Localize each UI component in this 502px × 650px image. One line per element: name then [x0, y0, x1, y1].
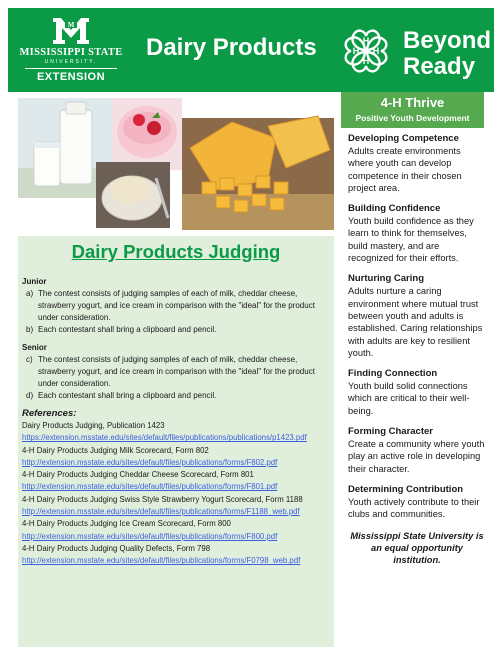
- ice-cream-image: [96, 162, 170, 228]
- thrive-item-text: Youth build solid connections which are critical to their well-being.: [348, 381, 470, 416]
- msu-monogram-letter: M: [67, 21, 75, 29]
- reference-title: 4-H Dairy Products Judging Cheddar Cheese Scorecard, Form 801: [22, 470, 254, 480]
- beyond-ready-wordmark: [403, 28, 491, 80]
- 4h-clover-icon: [337, 22, 395, 80]
- thrive-item: [348, 203, 486, 264]
- reference-link[interactable]: http://extension.msstate.edu/sites/default/files/publications/forms/F800.pdf: [22, 531, 278, 541]
- judging-panel: [18, 236, 334, 647]
- thrive-sidebar: [348, 133, 486, 566]
- msu-university: UNIVERSITY.: [44, 59, 98, 65]
- reference-link[interactable]: http://extension.msstate.edu/sites/default/files/publications/forms/F801.pdf: [22, 482, 278, 492]
- thrive-item: [348, 133, 486, 194]
- reference-title: 4-H Dairy Products Judging Milk Scorecard, Form 802: [22, 445, 209, 455]
- reference-link[interactable]: http://extension.msstate.edu/sites/default/files/publications/forms/F1188_web.pdf: [22, 507, 300, 517]
- thrive-item: [348, 273, 486, 359]
- thrive-item-text: Youth build confidence as they learn to think for themselves, build mastery, and are recognized for their efforts.: [348, 216, 474, 264]
- header-banner: [8, 8, 494, 92]
- thrive-item-text: Adults nurture a caring environment where mutual trust between youth and adults is established. Caring relationships with adults are key to resilient youth.: [348, 286, 483, 358]
- clover-leaf-letter: H: [372, 46, 380, 56]
- sidebar-header: [341, 92, 484, 128]
- junior-label: Junior: [22, 277, 47, 286]
- rule-text: Each contestant shall bring a clipboard and pencil.: [38, 325, 217, 334]
- junior-section: [22, 276, 328, 336]
- thrive-item-text: Create a community where youth play an active role in developing their character.: [348, 439, 485, 474]
- senior-section: [22, 342, 328, 402]
- brand-line-1: Beyond: [403, 27, 492, 54]
- references-section: [22, 408, 328, 568]
- senior-label: Senior: [22, 343, 47, 352]
- thrive-item-title: Building Confidence: [348, 203, 441, 215]
- panel-title: Dairy Products Judging: [71, 241, 281, 262]
- reference-link[interactable]: http://extension.msstate.edu/sites/default/files/publications/forms/F0798_web.pdf: [22, 556, 301, 566]
- thrive-item-title: Forming Character: [348, 426, 433, 438]
- thrive-item-title: Finding Connection: [348, 368, 438, 380]
- thrive-item-title: Nurturing Caring: [348, 273, 424, 285]
- reference-link[interactable]: https://extension.msstate.edu/sites/default/files/publications/publications/p1423.pdf: [22, 433, 307, 443]
- msu-extension: EXTENSION: [36, 71, 106, 83]
- thrive-item: [348, 368, 486, 417]
- reference-title: 4-H Dairy Products Judging Ice Cream Scorecard, Form 800: [22, 519, 231, 529]
- clover-leaf-letter: H: [352, 46, 360, 56]
- thrive-item-title: Determining Contribution: [348, 483, 464, 495]
- thrive-item-text: Youth actively contribute to their clubs and communities.: [348, 496, 480, 520]
- sidebar-title: 4-H Thrive: [380, 95, 445, 110]
- rule-item: [22, 288, 328, 324]
- reference-title: Dairy Products Judging, Publication 1423: [22, 421, 165, 430]
- equal-opportunity-statement: Mississippi State University is an equal opportunity institution.: [350, 530, 484, 565]
- rule-marker: d): [26, 391, 34, 400]
- thrive-item-title: Developing Competence: [348, 133, 459, 144]
- msu-divider: [25, 68, 117, 69]
- rule-text: Each contestant shall bring a clipboard and pencil.: [38, 391, 217, 400]
- brand-line-2: Ready: [403, 53, 476, 80]
- msu-name: MISSISSIPPI STATE: [19, 47, 123, 58]
- rule-item: [22, 390, 328, 402]
- thrive-item: [348, 484, 486, 521]
- sidebar-subtitle: Positive Youth Development: [355, 113, 470, 123]
- thrive-item: [348, 426, 486, 475]
- msu-extension-logo: [18, 16, 124, 86]
- references-heading: References:: [22, 408, 77, 419]
- rule-item: [22, 354, 328, 390]
- clover-leaf-letter: H: [362, 56, 370, 66]
- msu-monogram-icon: [51, 16, 91, 46]
- strawberry-yogurt-image: [112, 98, 182, 170]
- reference-title: 4-H Dairy Products Judging Quality Defects, Form 798: [22, 543, 211, 553]
- reference-title: 4-H Dairy Products Judging Swiss Style Strawberry Yogurt Scorecard, Form 1188: [22, 494, 303, 504]
- clover-leaf-letter: H: [362, 36, 370, 46]
- rule-marker: c): [26, 355, 33, 364]
- thrive-item-text: Adults create environments where youth can develop competence in their chosen project area.: [348, 146, 462, 193]
- rule-marker: a): [26, 289, 34, 298]
- page-title: Dairy Products: [146, 34, 317, 61]
- reference-link[interactable]: http://extension.msstate.edu/sites/default/files/publications/forms/F802.pdf: [22, 457, 278, 467]
- dairy-products-photo: [18, 98, 334, 230]
- cheddar-cheese-image: [182, 116, 334, 230]
- rule-text: The contest consists of judging samples of each of milk, cheddar cheese, strawberry yogurt, and ice cream in comparison with the "ideal" for the product under consideration.: [38, 289, 315, 322]
- rule-marker: b): [26, 325, 34, 334]
- rule-item: [22, 324, 328, 336]
- rule-text: The contest consists of judging samples of each of milk, cheddar cheese, strawberry yogurt, and ice cream in comparison with the "ideal" for the product under consideration.: [38, 355, 315, 388]
